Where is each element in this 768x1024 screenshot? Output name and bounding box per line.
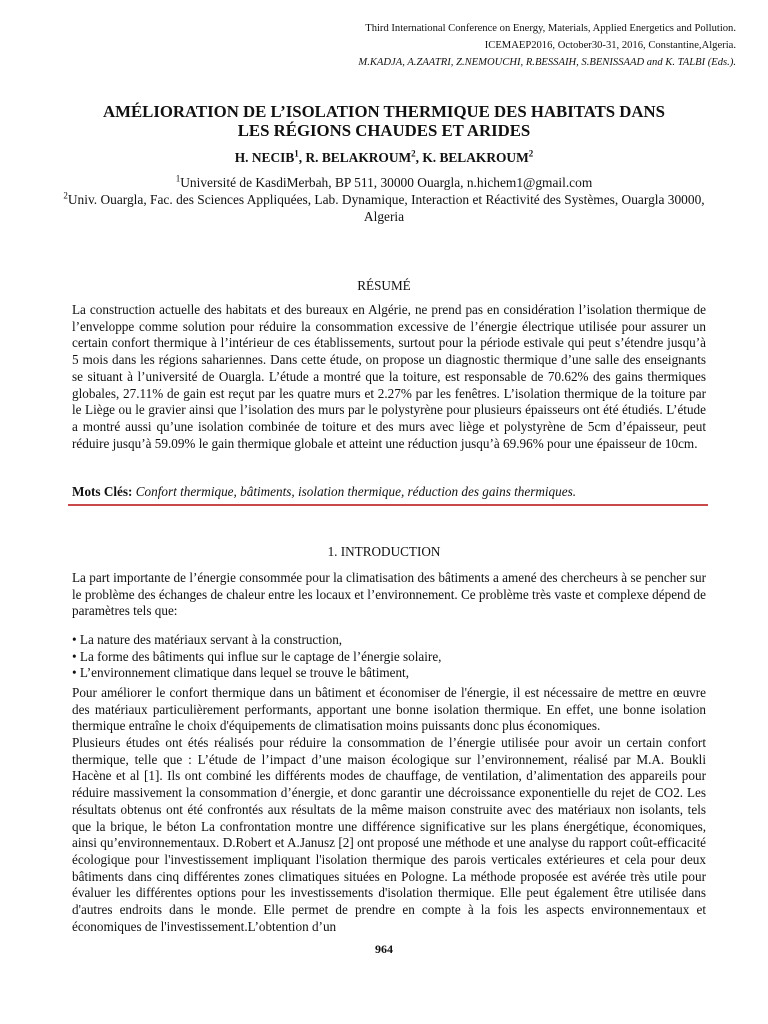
list-item: • La forme des bâtiments qui influe sur le captage de l’énergie solaire, <box>72 649 706 666</box>
affiliation-2 <box>60 191 708 225</box>
list-item: • L’environnement climatique dans lequel se trouve le bâtiment, <box>72 665 706 682</box>
conference-header-line2: ICEMAEP2016, October30-31, 2016, Constantine,Algeria. <box>484 40 736 51</box>
conference-header <box>358 20 736 71</box>
author-2-sup: 2 <box>411 148 416 159</box>
author-3-sup: 2 <box>528 148 534 159</box>
introduction-heading: 1. INTRODUCTION <box>327 544 441 559</box>
affiliation-1-sup: 1 <box>175 173 181 184</box>
affiliation-1 <box>60 174 708 191</box>
abstract-heading: RÉSUMÉ <box>357 278 411 293</box>
parameter-list <box>72 632 706 682</box>
author-3: , K. BELAKROUM <box>415 150 529 165</box>
introduction-paragraph-1: La part importante de l’énergie consommée pour la climatisation des bâtiments a amené des chercheurs à se pencher sur le problème des échanges de chaleur entre les locaux et l’environnement. Ce problème très vaste et complexe dépend de paramètres tels que: <box>72 570 706 619</box>
page-number: 964 <box>375 942 393 956</box>
author-1-sup: 1 <box>294 148 299 159</box>
affiliation-2-text: Univ. Ouargla, Fac. des Sciences Appliquées, Lab. Dynamique, Interaction et Réactivité des Systèmes, Ouargla 30000, Algeria <box>67 192 705 224</box>
paper-title <box>40 102 728 140</box>
affiliation-1-text: Université de KasdiMerbah, BP 511, 30000 Ouargla, n.hichem1@gmail.com <box>180 175 593 190</box>
keywords-label: Mots Clés: <box>72 484 133 499</box>
abstract-text: La construction actuelle des habitats et des bureaux en Algérie, ne prend pas en considération l’isolation thermique de l’enveloppe comme solution pour réduire la consommation excessive de l’énergie électrique utilisée pour assurer un certain confort thermique à l’intérieur de ces établissements, surtout pour la période estivale qui peut s’étendre jusqu’à 5 mois dans les régions sahariennes. Dans cette étude, on propose un diagnostic thermique d’une salle des enseignants se situant à l’université de Ouargla. L’étude a montré que la toiture, est responsable de 70.62% des gains thermiques globales, 27.11% de gain est reçut par les quatre murs et 2.27% par les fenêtres. L’isolation thermique de la toiture par le Liège ou le gravier ainsi que l’isolation des murs par le polystyrène pour plusieurs épaisseurs ont été étudiés. L’étude a montré aussi qu’une isolation combinée de toiture et des murs avec liège et polystyrène de 5cm d’épaisseur, peut réduire jusqu’à 59.09% le gain thermique globale et atteint une réduction jusqu’à 69.96% pour une épaisseur de 10cm. <box>72 302 706 451</box>
introduction-paragraph-3: Plusieurs études ont étés réalisés pour réduire la consommation de l’énergie utilisée pour avoir un certain confort thermique, telle que : L’étude de l’impact d’une maison écologique sur l’environnement, réalisé par M.A. Boukli Hacène et al [1]. Ils ont combiné les différents modes de chauffage, de ventilation, d’alimentation des appareils pour réduire massivement la consommation d’énergie, et donc garantir une décroissance exponentielle du rejet de CO2. Les résultats obtenus ont été confrontés aux résultats de la même maison construite avec des matériaux non isolants, tels que la brique, le béton La confrontation montre une différence significative sur les plans énergétique, économiques, ainsi qu’environnementaux. D.Robert et A.Janusz [2] ont proposé une méthode et une analyse du rapport coût-efficacité écologique pour l'investissement impliquant l'isolation thermique des parois verticales extérieures et cela pour deux bâtiments dans cinq différentes zones climatiques situées en Pologne. La méthode proposée est avérée très utile pour évaluer les différentes options pour les investissements d'isolation thermique. Elle peut également être utilisée dans d'autres endroits dans le monde. Elle permet de prendre en compte à la fois les aspects environnementaux et économiques de l'investissement.L’obtention d’un <box>72 735 706 934</box>
author-1: H. NECIB <box>234 150 295 165</box>
list-item: • La nature des matériaux servant à la construction, <box>72 632 706 649</box>
conference-header-line1: Third International Conference on Energy, Materials, Applied Energetics and Pollution. <box>365 23 736 34</box>
conference-editors: M.KADJA, A.ZAATRI, Z.NEMOUCHI, R.BESSAIH, S.BENISSAAD and K. TALBI (Eds.). <box>358 57 736 68</box>
author-2: , R. BELAKROUM <box>298 150 412 165</box>
paper-title-line2: LES RÉGIONS CHAUDES ET ARIDES <box>237 121 531 140</box>
keywords-text: Confort thermique, bâtiments, isolation thermique, réduction des gains thermiques. <box>132 484 577 499</box>
keywords <box>72 484 576 500</box>
paper-title-line1: AMÉLIORATION DE L’ISOLATION THERMIQUE DES HABITATS DANS <box>103 102 665 121</box>
affiliation-2-sup: 2 <box>63 190 68 201</box>
section-divider <box>68 504 708 506</box>
authors <box>40 150 728 166</box>
introduction-paragraph-2: Pour améliorer le confort thermique dans un bâtiment et économiser de l'énergie, il est nécessaire de mettre en œuvre des matériaux particulièrement performants, apportant une bonne isolation thermique. En effet, une bonne isolation thermique entraîne le choix d'équipements de climatisation moins puissants donc plus économiques. <box>72 685 706 734</box>
